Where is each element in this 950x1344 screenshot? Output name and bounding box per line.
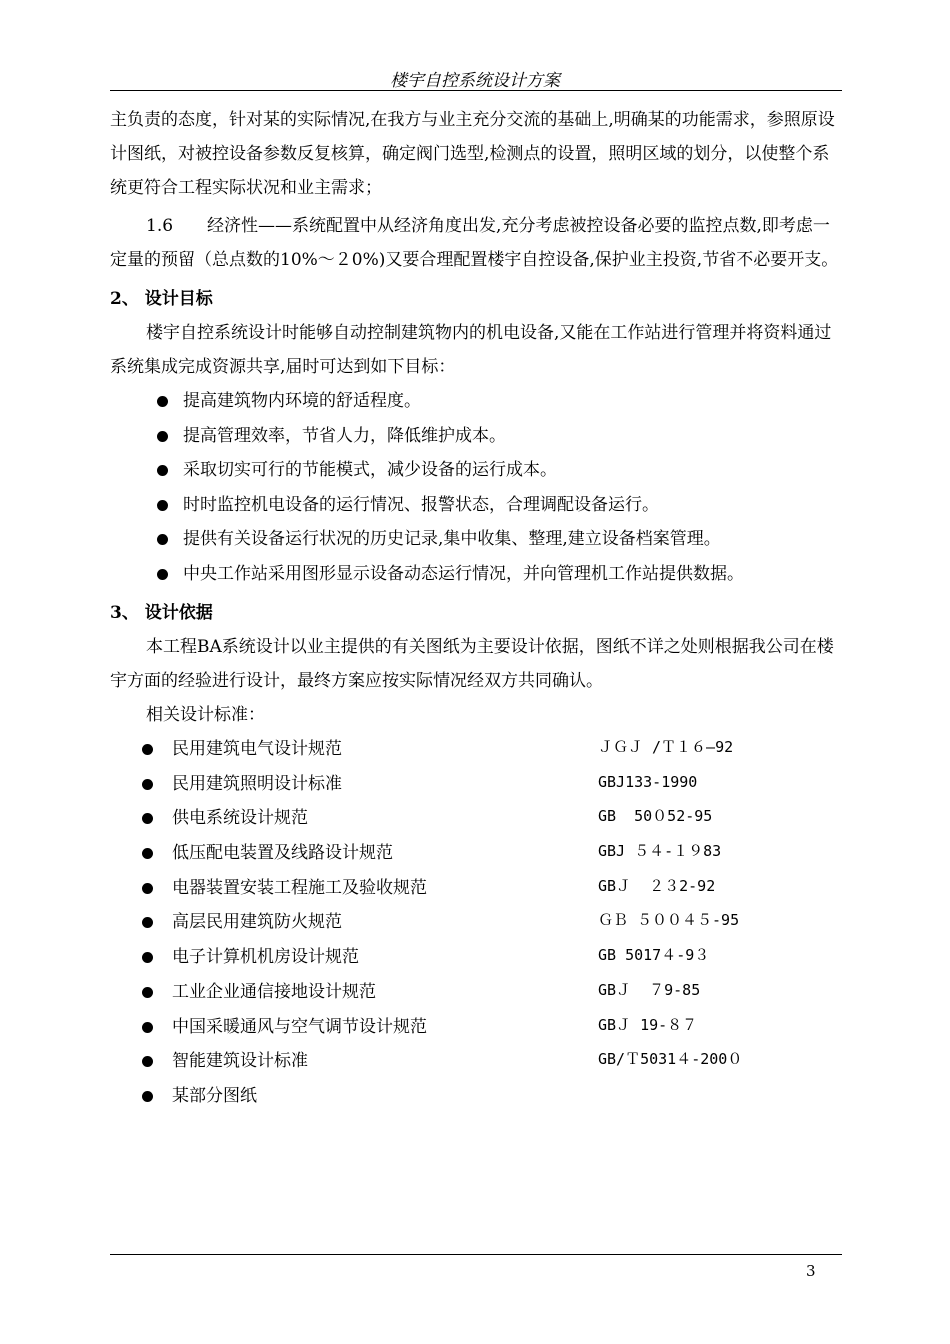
bullet-icon <box>157 431 168 442</box>
header-rule <box>110 90 842 91</box>
list-item: 提高建筑物内环境的舒适程度。 <box>110 384 842 419</box>
bullet-icon <box>157 569 168 580</box>
standard-code: GB 5017４-9３ <box>598 946 710 965</box>
economy-paragraph: 1.6 经济性——系统配置中从经济角度出发,充分考虑被控设备必要的监控点数,即考虑一定量的预留（总点数的10%～２0%)又要合理配置楼宇自控设备,保护业主投资,节省不必要开支。 <box>110 216 839 270</box>
list-item: 中央工作站采用图形显示设备动态运行情况，并向管理机工作站提供数据。 <box>110 557 842 592</box>
bullet-icon <box>142 917 153 928</box>
standard-name: 高层民用建筑防火规范 <box>172 912 342 933</box>
standard-item <box>110 1044 842 1079</box>
bullet-icon <box>142 1022 153 1033</box>
page-content <box>110 103 842 1114</box>
section3-heading: 3、 设计依据 <box>110 603 213 623</box>
section3-paragraph: 本工程BA系统设计以业主提供的有关图纸为主要设计依据，图纸不详之处则根据我公司在楼宇方面的经验进行设计，最终方案应按实际情况经双方共同确认。 <box>110 637 834 691</box>
standard-code: ＧＢ ５００４５-95 <box>598 911 740 930</box>
goal-list <box>110 384 842 591</box>
bullet-icon <box>142 779 153 790</box>
standard-code: GBＪ ２３2-92 <box>598 876 716 895</box>
section2-paragraph: 楼宇自控系统设计时能够自动控制建筑物内的机电设备,又能在工作站进行管理并将资料通过系统集成完成资源共享,届时可达到如下目标： <box>110 323 832 377</box>
bullet-icon <box>142 987 153 998</box>
standard-code: GBＪ 19-８７ <box>598 1015 698 1034</box>
bullet-icon <box>157 465 168 476</box>
standard-name: 民用建筑照明设计标准 <box>172 773 342 794</box>
page-number: 3 <box>806 1262 816 1280</box>
standard-name: 智能建筑设计标准 <box>172 1051 308 1072</box>
list-item: 提供有关设备运行状况的历史记录,集中收集、整理,建立设备档案管理。 <box>110 522 842 557</box>
intro-paragraph: 主负责的态度，针对某的实际情况,在我方与业主充分交流的基础上,明确某的功能需求，参照原设计图纸，对被控设备参数反复核算，确定阀门选型,检测点的设置，照明区域的划分，以使整个系统更符合工程实际状况和业主需求； <box>110 110 835 198</box>
header-title: 楼宇自控系统设计方案 <box>390 71 560 91</box>
standard-name: 某部分图纸 <box>172 1085 257 1106</box>
standard-item <box>110 732 842 767</box>
standard-item <box>110 1010 842 1045</box>
bullet-icon <box>157 396 168 407</box>
bullet-icon <box>157 534 168 545</box>
standard-item <box>110 1079 842 1114</box>
standard-name: 民用建筑电气设计规范 <box>172 739 342 759</box>
bullet-icon <box>142 883 153 894</box>
standards-label: 相关设计标准： <box>146 705 265 725</box>
standard-item <box>110 871 842 906</box>
footer-rule <box>110 1254 842 1255</box>
standard-item <box>110 767 842 802</box>
standard-code: GBJ ５４-１９83 <box>598 842 722 861</box>
section2-heading: 2、 设计目标 <box>110 289 213 309</box>
standard-item <box>110 801 842 836</box>
standard-item <box>110 836 842 871</box>
standard-name: 电器装置安装工程施工及验收规范 <box>172 877 427 898</box>
standard-code: ＪＧＪ /Ｔ１６—92 <box>598 738 734 756</box>
bullet-icon <box>142 813 153 824</box>
standard-code: GBJ133-1990 <box>598 772 698 791</box>
standard-code: GB/Ｔ5031４-200０ <box>598 1050 743 1069</box>
bullet-icon <box>142 848 153 859</box>
standard-item <box>110 940 842 975</box>
bullet-icon <box>142 1091 153 1102</box>
standard-code: GBＪ ７9-85 <box>598 980 701 999</box>
standards-list <box>110 732 842 1114</box>
standard-name: 中国采暖通风与空气调节设计规范 <box>172 1016 427 1037</box>
bullet-icon <box>142 952 153 963</box>
bullet-icon <box>142 1056 153 1067</box>
list-item: 提高管理效率，节省人力，降低维护成本。 <box>110 419 842 454</box>
standard-code: GB 50０52-95 <box>598 807 713 826</box>
standard-item <box>110 905 842 940</box>
list-item: 时时监控机电设备的运行情况、报警状态，合理调配设备运行。 <box>110 488 842 523</box>
bullet-icon <box>157 500 168 511</box>
standard-name: 供电系统设计规范 <box>172 808 308 829</box>
standard-name: 低压配电装置及线路设计规范 <box>172 843 393 864</box>
standard-item <box>110 975 842 1010</box>
bullet-icon <box>142 744 153 755</box>
standard-name: 电子计算机机房设计规范 <box>172 947 359 968</box>
list-item: 采取切实可行的节能模式，减少设备的运行成本。 <box>110 453 842 488</box>
standard-name: 工业企业通信接地设计规范 <box>172 981 376 1002</box>
